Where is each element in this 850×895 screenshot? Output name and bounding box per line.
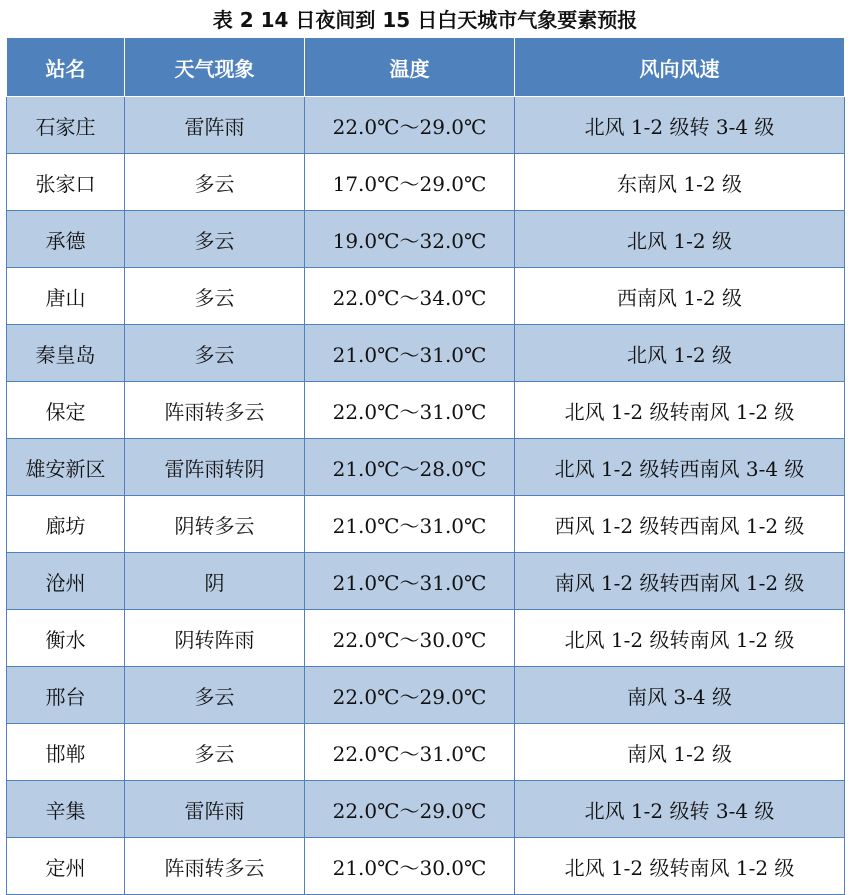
weather-cell: 多云 [125, 667, 305, 724]
weather-cell: 雷阵雨 [125, 781, 305, 838]
station-cell: 定州 [7, 838, 125, 895]
wind-cell: 北风 1-2 级转 3-4 级 [515, 97, 845, 154]
wind-cell: 南风 1-2 级 [515, 724, 845, 781]
station-cell: 石家庄 [7, 97, 125, 154]
temperature-cell: 22.0℃～31.0℃ [305, 724, 515, 781]
wind-cell: 南风 1-2 级转西南风 1-2 级 [515, 553, 845, 610]
temperature-cell: 22.0℃～31.0℃ [305, 382, 515, 439]
weather-cell: 多云 [125, 268, 305, 325]
weather-cell: 阴转阵雨 [125, 610, 305, 667]
temperature-cell: 17.0℃～29.0℃ [305, 154, 515, 211]
wind-cell: 南风 3-4 级 [515, 667, 845, 724]
wind-cell: 北风 1-2 级转西南风 3-4 级 [515, 439, 845, 496]
wind-cell: 西南风 1-2 级 [515, 268, 845, 325]
station-cell: 承德 [7, 211, 125, 268]
weather-cell: 多云 [125, 154, 305, 211]
table-caption: 表 2 14 日夜间到 15 日白天城市气象要素预报 [212, 7, 638, 32]
temperature-cell: 22.0℃～29.0℃ [305, 781, 515, 838]
weather-cell: 雷阵雨转阴 [125, 439, 305, 496]
station-cell: 衡水 [7, 610, 125, 667]
wind-cell: 北风 1-2 级转南风 1-2 级 [515, 610, 845, 667]
wind-cell: 西风 1-2 级转西南风 1-2 级 [515, 496, 845, 553]
header-station: 站名 [7, 38, 125, 97]
station-cell: 沧州 [7, 553, 125, 610]
weather-cell: 雷阵雨 [125, 97, 305, 154]
station-cell: 雄安新区 [7, 439, 125, 496]
table-row [7, 724, 845, 781]
weather-cell: 阴 [125, 553, 305, 610]
table-header [7, 38, 845, 97]
table-row [7, 325, 845, 382]
station-cell: 邯郸 [7, 724, 125, 781]
weather-cell: 多云 [125, 211, 305, 268]
table-row [7, 496, 845, 553]
temperature-cell: 22.0℃～34.0℃ [305, 268, 515, 325]
station-cell: 邢台 [7, 667, 125, 724]
table-row [7, 211, 845, 268]
wind-cell: 北风 1-2 级转 3-4 级 [515, 781, 845, 838]
header-wind: 风向风速 [515, 38, 845, 97]
table-row [7, 268, 845, 325]
wind-cell: 北风 1-2 级 [515, 325, 845, 382]
wind-cell: 北风 1-2 级转南风 1-2 级 [515, 382, 845, 439]
forecast-table [6, 38, 845, 895]
wind-cell: 北风 1-2 级 [515, 211, 845, 268]
weather-cell: 多云 [125, 325, 305, 382]
temperature-cell: 21.0℃～31.0℃ [305, 325, 515, 382]
temperature-cell: 22.0℃～30.0℃ [305, 610, 515, 667]
station-cell: 唐山 [7, 268, 125, 325]
temperature-cell: 19.0℃～32.0℃ [305, 211, 515, 268]
table-row [7, 781, 845, 838]
table-row [7, 97, 845, 154]
station-cell: 张家口 [7, 154, 125, 211]
table-body [7, 97, 845, 895]
wind-cell: 东南风 1-2 级 [515, 154, 845, 211]
temperature-cell: 21.0℃～30.0℃ [305, 838, 515, 895]
station-cell: 保定 [7, 382, 125, 439]
table-row [7, 439, 845, 496]
table-row [7, 154, 845, 211]
weather-cell: 阴转多云 [125, 496, 305, 553]
table-row [7, 553, 845, 610]
wind-cell: 北风 1-2 级转南风 1-2 级 [515, 838, 845, 895]
weather-cell: 阵雨转多云 [125, 838, 305, 895]
station-cell: 廊坊 [7, 496, 125, 553]
temperature-cell: 22.0℃～29.0℃ [305, 667, 515, 724]
header-weather: 天气现象 [125, 38, 305, 97]
weather-cell: 多云 [125, 724, 305, 781]
table-row [7, 610, 845, 667]
header-temperature: 温度 [305, 38, 515, 97]
station-cell: 辛集 [7, 781, 125, 838]
weather-cell: 阵雨转多云 [125, 382, 305, 439]
header-row [7, 38, 845, 97]
station-cell: 秦皇岛 [7, 325, 125, 382]
temperature-cell: 21.0℃～31.0℃ [305, 553, 515, 610]
temperature-cell: 21.0℃～31.0℃ [305, 496, 515, 553]
table-row [7, 667, 845, 724]
temperature-cell: 22.0℃～29.0℃ [305, 97, 515, 154]
temperature-cell: 21.0℃～28.0℃ [305, 439, 515, 496]
table-row [7, 382, 845, 439]
